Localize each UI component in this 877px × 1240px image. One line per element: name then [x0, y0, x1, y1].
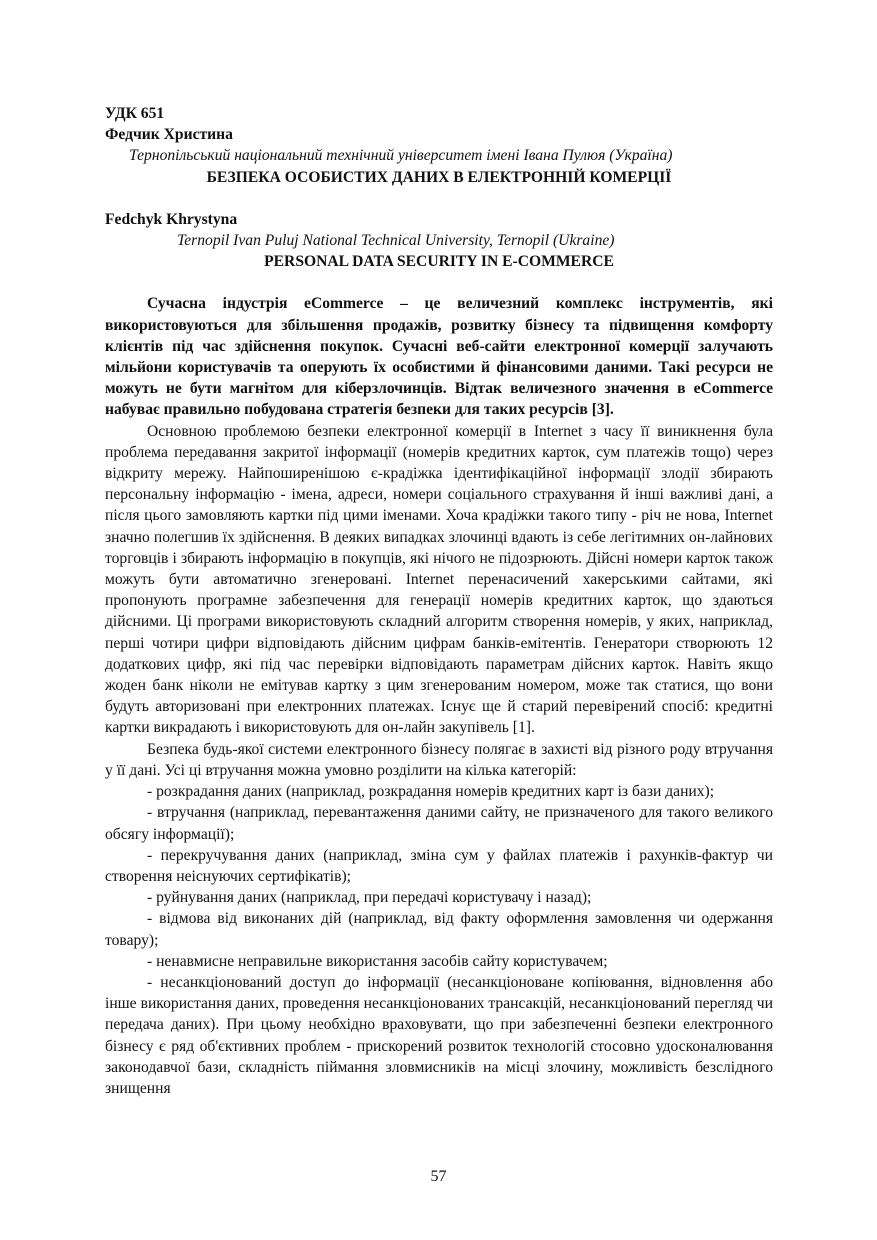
- article-content: [105, 103, 773, 1099]
- page-number: 57: [430, 1168, 447, 1185]
- list-item: - перекручування даних (наприклад, зміна сум у файлах платежів і рахунків-фактур чи створення неіснуючих сертифікатів);: [105, 846, 773, 885]
- author-name-en: Fedchyk Khrystyna: [105, 210, 238, 228]
- affiliation-ua: Тернопільський національний технічний університет імені Івана Пулюя (Україна): [129, 147, 673, 165]
- body-paragraph: Основною проблемою безпеки електронної комерції в Internet з часу її виникнення була проблема передавання закритої інформації (номерів кредитних карток, сум платежів тощо) через відкриту мережу. Найпоширенішою є-крадіжка ідентифікаційної інформації злодії збирають персональну інформацію - імена, адреси, номери соціального страхування й інші важливі дані, а після цього замовляють картки під цими іменами. Хоча крадіжки такого типу - річ не нова, Internet значно полегшив їх здійснення. В деяких випадках злочинці вдають із себе легітимних он-лайнових торговців і збирають інформацію в покупців, які нічого не підозрюють. Дійсні номери карток також можуть бути автоматично згенеровані. Internet перенасичений хакерськими сайтами, які пропонують програмне забезпечення для генерації номерів кредитних карток, що здаються дійсними. Ці програми використовують складний алгоритм створення номерів, у яких, наприклад, перші чотири цифри відповідають дійсним цифрам банків-емітентів. Генератори створюють 12 додаткових цифр, які під час перевірки відповідають параметрам дійсних карток. Навіть якщо жоден банк ніколи не емітував картку з цим згенерованим номером, може так статися, що вони будуть авторизовані при електронних платежах. Існує ще й старий перевірений спосіб: кредитні картки викрадають і використовують для он-лайн закупівель [1].: [105, 422, 773, 737]
- list-item: - відмова від виконаних дій (наприклад, від факту оформлення замовлення чи одержання товару);: [105, 910, 773, 949]
- list-item: - руйнування даних (наприклад, при передачі користувачу і назад);: [147, 889, 592, 907]
- list-item: - втручання (наприклад, перевантаження даними сайту, не призначеного для такого великого обсягу інформації);: [105, 804, 773, 843]
- author-name-ua: Федчик Христина: [105, 126, 233, 144]
- article-title-ua: БЕЗПЕКА ОСОБИСТИХ ДАНИХ В ЕЛЕКТРОННІЙ КОМЕРЦІЇ: [206, 168, 672, 186]
- udc-code: УДК 651: [105, 105, 165, 122]
- affiliation-en: Ternopil Ivan Puluj National Technical University, Ternopil (Ukraine): [177, 232, 615, 250]
- body-paragraph: Безпека будь-якої системи електронного бізнесу полягає в захисті від різного роду втручання у її дані. Усі ці втручання можна умовно розділити на кілька категорій:: [105, 740, 773, 779]
- spacer: [105, 272, 773, 293]
- abstract-paragraph: Сучасна індустрія eCommerce – це величезний комплекс інструментів, які використовуються для збільшення продажів, розвитку бізнесу та підвищення комфорту клієнтів під час здійснення покупок. Сучасні веб-сайти електронної комерції залучають мільйони користувачів та оперують їх особистими й фінансовими даними. Такі ресурси не можуть не бути магнітом для кіберзлочинців. Відтак величезного значення в eCommerce набуває правильно побудована стратегія безпеки для таких ресурсів [3].: [105, 295, 773, 419]
- article-title-en: PERSONAL DATA SECURITY IN E-COMMERCE: [264, 253, 614, 271]
- list-item: - ненавмисне неправильне використання засобів сайту користувачем;: [147, 952, 608, 970]
- list-item: - несанкціонований доступ до інформації (несанкціоноване копіювання, відновлення або інше використання даних, проведення несанкціонованих трансакцій, несанкціонований перегляд чи передача даних). При цьому необхідно враховувати, що при забезпеченні безпеки електронного бізнесу є ряд об'єктивних проблем - прискорений розвиток технологій стосовно удосконалювання законодавчої бази, складність піймання зловмисників на місці злочину, можливість безслідного знищення: [105, 973, 773, 1097]
- spacer: [105, 188, 773, 209]
- list-item: - розкрадання даних (наприклад, розкрадання номерів кредитних карт із бази даних);: [147, 783, 715, 801]
